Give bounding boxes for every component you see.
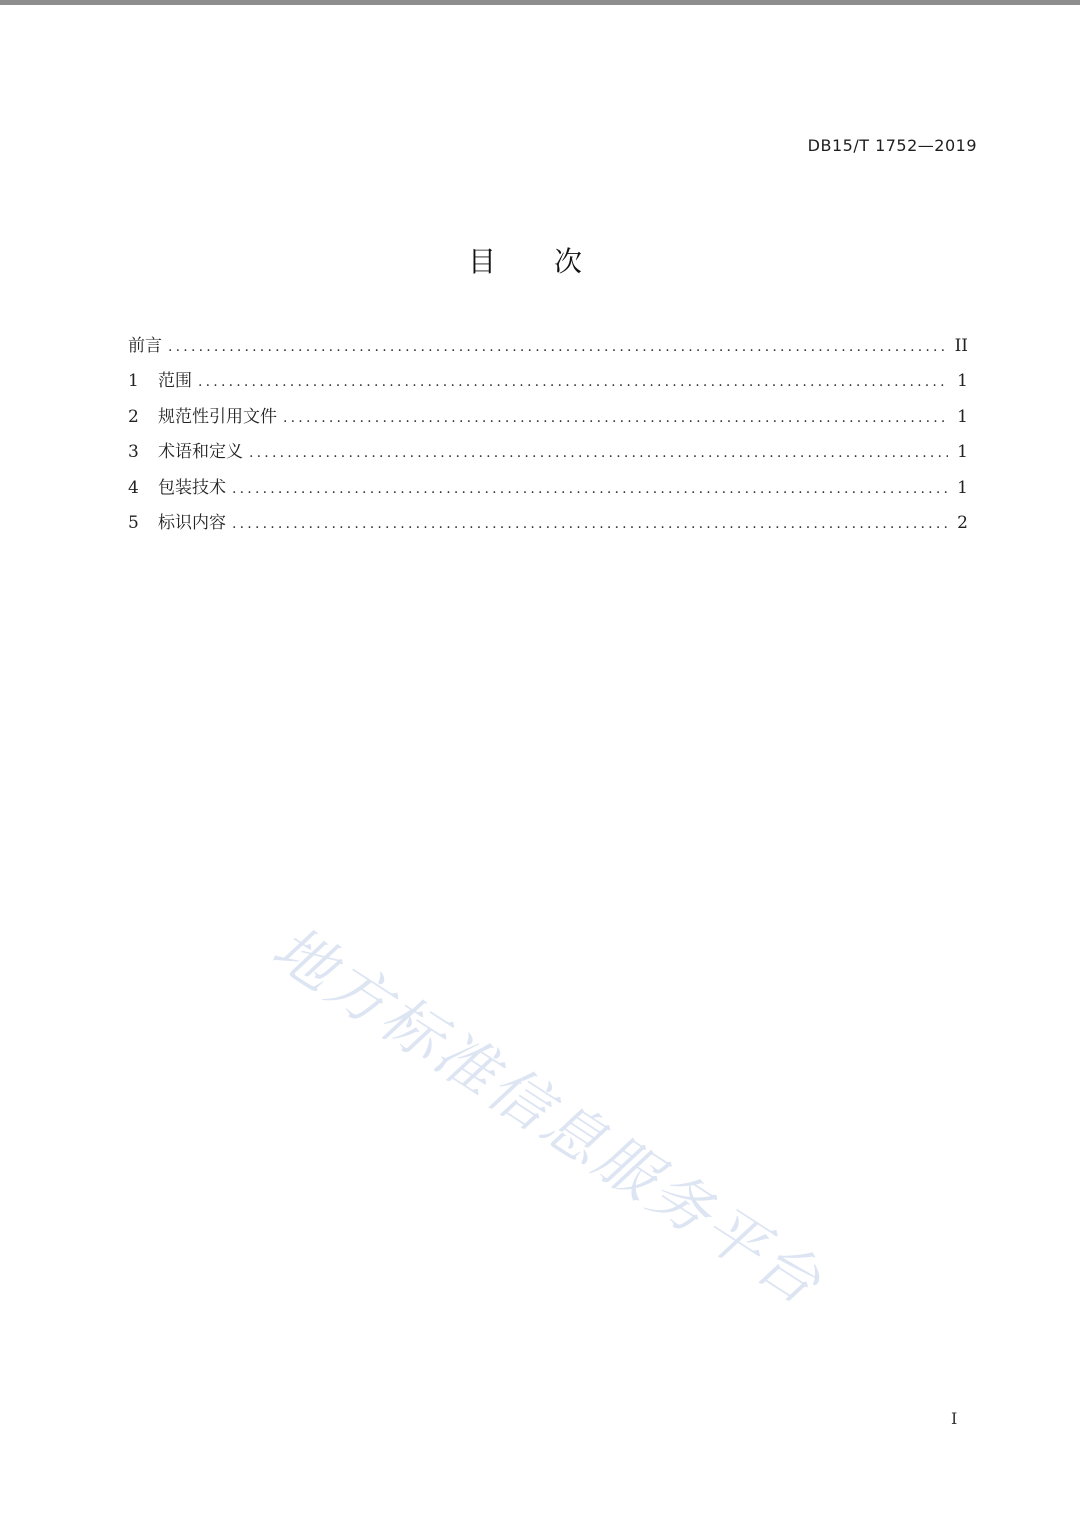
toc-leader-dots bbox=[232, 516, 948, 532]
toc-entry-packaging-technology[interactable] bbox=[128, 473, 968, 508]
toc-entry-number: 3 bbox=[128, 442, 139, 463]
toc-leader-dots bbox=[168, 339, 948, 355]
table-of-contents bbox=[128, 331, 968, 543]
toc-entry-label: 标识内容 bbox=[158, 512, 226, 533]
toc-entry-page: 1 bbox=[957, 442, 968, 463]
toc-leader-dots bbox=[283, 410, 948, 426]
toc-entry-label: 范围 bbox=[158, 371, 192, 392]
watermark-text: 地方标准信息服务平台 bbox=[260, 912, 836, 1321]
page-number: I bbox=[951, 1409, 958, 1428]
toc-entry-number: 1 bbox=[128, 371, 139, 392]
toc-entry-number: 2 bbox=[128, 406, 139, 427]
toc-entry-page: 2 bbox=[957, 512, 968, 533]
toc-entry-label: 前言 bbox=[128, 336, 162, 356]
toc-entry-page: 1 bbox=[957, 371, 968, 392]
toc-entry-number: 5 bbox=[128, 512, 139, 533]
toc-leader-dots bbox=[249, 445, 948, 461]
toc-entry-scope[interactable] bbox=[128, 366, 968, 401]
toc-entry-foreword[interactable] bbox=[128, 331, 968, 366]
document-code: DB15/T 1752—2019 bbox=[807, 136, 977, 155]
toc-entry-terms-definitions[interactable] bbox=[128, 437, 968, 472]
toc-leader-dots bbox=[198, 374, 948, 390]
toc-entry-label-content[interactable] bbox=[128, 508, 968, 543]
toc-title: 目次 bbox=[467, 245, 640, 278]
toc-entry-label: 规范性引用文件 bbox=[158, 406, 277, 427]
toc-entry-label: 术语和定义 bbox=[158, 442, 243, 463]
toc-entry-number: 4 bbox=[128, 477, 139, 498]
top-border-bar bbox=[0, 0, 1080, 5]
toc-entry-page: II bbox=[954, 336, 968, 356]
toc-entry-label: 包装技术 bbox=[158, 477, 226, 498]
toc-entry-page: 1 bbox=[957, 406, 968, 427]
toc-leader-dots bbox=[232, 481, 948, 497]
watermark bbox=[260, 895, 922, 1321]
toc-entry-page: 1 bbox=[957, 477, 968, 498]
toc-entry-normative-references[interactable] bbox=[128, 402, 968, 437]
